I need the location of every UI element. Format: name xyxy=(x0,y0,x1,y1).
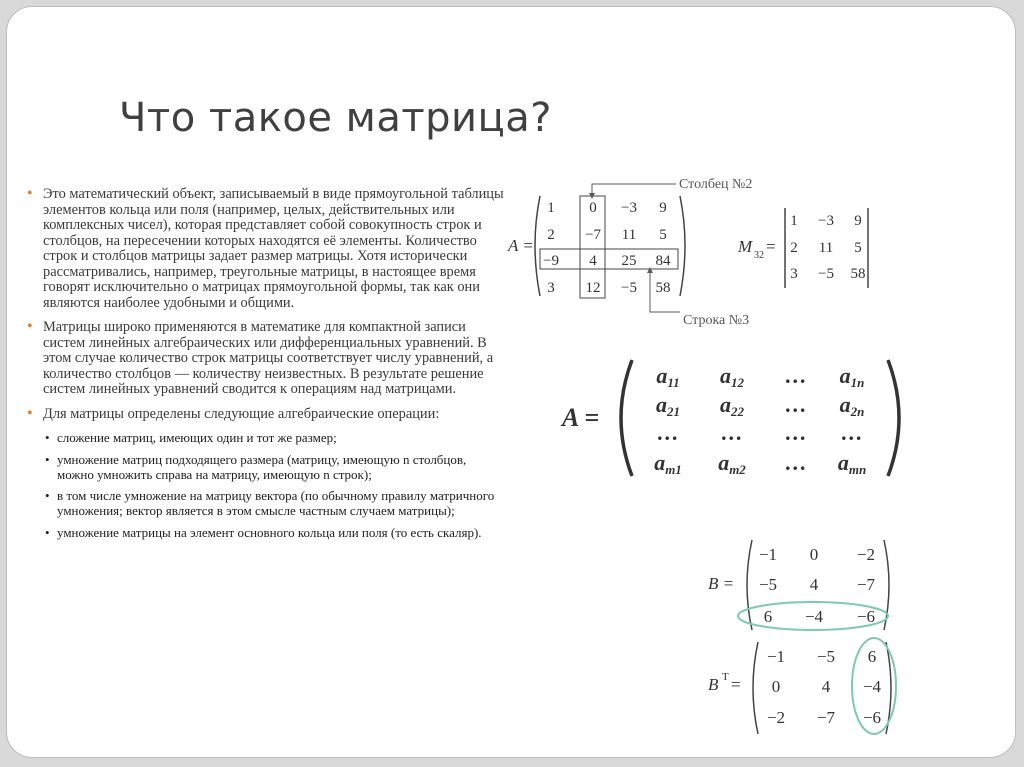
bullet-icon: • xyxy=(27,185,33,202)
matrix-a-cell: 5 xyxy=(659,227,667,243)
matrix-a-cell: −5 xyxy=(621,280,637,296)
matrix-a-cell: 12 xyxy=(585,280,601,296)
matrix-b-label: B = xyxy=(708,574,735,593)
figure-matrix-minor xyxy=(507,177,868,328)
general-matrix-element: a21 xyxy=(656,392,680,419)
general-matrix-element: … xyxy=(785,420,807,445)
matrix-a-cell: 25 xyxy=(621,253,637,269)
matrix-bt-cell: −4 xyxy=(862,677,882,696)
matrix-a-cell: 1 xyxy=(547,200,555,216)
matrix-m-cell: 3 xyxy=(790,266,798,282)
matrix-m-cell: 58 xyxy=(850,266,866,282)
matrix-a-cell: −7 xyxy=(585,227,601,243)
matrix-m-cell: 11 xyxy=(818,240,834,256)
column-arrow xyxy=(592,184,676,196)
matrix-b-cell: 0 xyxy=(809,545,819,564)
general-matrix-element: … xyxy=(841,420,863,445)
sub-bullet-icon: • xyxy=(45,488,50,504)
row-arrowhead xyxy=(647,267,653,273)
general-matrix-element: … xyxy=(785,363,807,388)
matrix-bt-cell: −2 xyxy=(766,708,786,727)
column-label: Столбец №2 xyxy=(679,177,753,192)
matrix-bt-superscript: T xyxy=(722,671,729,683)
minor-equals: = xyxy=(766,237,776,256)
matrix-a-cell: −3 xyxy=(621,200,637,216)
row-label: Строка №3 xyxy=(683,313,750,328)
general-matrix-element: amn xyxy=(837,450,867,477)
matrix-a-cell: −9 xyxy=(543,253,559,269)
general-left-paren xyxy=(621,360,632,476)
operation-text: умножение матрицы на элемент основного кольца или поля (то есть скаляр). xyxy=(57,524,482,540)
sub-bullet-icon: • xyxy=(45,430,50,445)
matrix-a-cell: 58 xyxy=(655,280,671,296)
general-right-paren xyxy=(888,360,899,476)
matrix-bt-cell: −6 xyxy=(862,708,882,727)
matrix-b-cell: −6 xyxy=(856,607,876,626)
matrix-m-cell: 5 xyxy=(854,240,862,256)
matrix-b xyxy=(759,545,876,626)
general-matrix-element: am1 xyxy=(654,450,682,477)
slide-title: Что такое матрица? xyxy=(119,95,553,141)
matrix-m-cell: 9 xyxy=(854,213,862,229)
figure-general-matrix xyxy=(560,360,899,477)
sub-bullet-icon: • xyxy=(45,524,50,540)
general-matrix-element: … xyxy=(785,450,807,475)
matrix-b-cell: −2 xyxy=(856,545,876,564)
paragraph-text: Для матрицы определены следующие алгебраические операции: xyxy=(43,405,440,422)
minor-subscript: 32 xyxy=(754,250,764,261)
paragraph-text: Матрицы широко применяются в математике для компактной записи систем линейных алгебраических или дифференциальных уравнений. В этом случае количество строк матрицы соответствует числу уравнений, а количество столбцов — количеству неизвестных. В результате решение систем линейных уравнений сводится к операциям над матрицами. xyxy=(43,319,494,397)
matrix-bt-cell: 4 xyxy=(821,677,831,696)
matrix-a-cell: 0 xyxy=(589,200,597,216)
matrix-m-cell: −3 xyxy=(818,213,834,229)
general-matrix-element: … xyxy=(785,392,807,417)
general-matrix-element: a11 xyxy=(656,363,680,390)
matrix-bt-cell: −1 xyxy=(766,647,786,666)
general-matrix-label: A = xyxy=(562,403,600,432)
matrix-bt-cell: 6 xyxy=(867,647,877,666)
general-matrix-element: … xyxy=(721,420,743,445)
matrix-b-cell: −5 xyxy=(758,575,778,594)
matrix-b-cell: 4 xyxy=(809,575,819,594)
general-matrix-element: a22 xyxy=(720,392,744,419)
matrix-a-cell: 11 xyxy=(621,227,637,243)
matrix-a-cell: 4 xyxy=(589,253,597,269)
matrix-a-cell: 3 xyxy=(547,280,555,296)
general-matrix-elements xyxy=(654,363,866,477)
matrix-bt xyxy=(767,647,882,727)
general-matrix-element: a12 xyxy=(720,363,744,390)
general-matrix-element: a1n xyxy=(839,363,865,390)
sub-bullet-icon: • xyxy=(45,451,50,467)
bt-left-paren xyxy=(753,642,758,734)
matrix-b-cell: −1 xyxy=(758,545,778,564)
matrix-bt-label: B xyxy=(708,675,719,694)
matrix-a xyxy=(543,200,671,296)
paragraph-text: Это математический объект, записываемый в виде прямоугольной таблицы элементов кольца или поля (например, целых, действительных или комплексных чисел), которая представляет собой совокупность строк и столбцов, на пересечении которых находятся её элементы. Количество строк и столбцов матрицы задает размер матрицы. Хотя исторически рассматривались, например, треугольные матрицы, в настоящее время говорят исключительно о матрицах прямоугольной формы, так как они являются наиболее удобными и общими. xyxy=(43,186,504,311)
matrix-bt-cell: −5 xyxy=(816,647,836,666)
matrix-a-label: A = xyxy=(508,236,534,255)
matrix-m-cell: 2 xyxy=(790,240,798,256)
bullet-icon: • xyxy=(27,404,33,422)
matrix-b-cell: 6 xyxy=(763,607,773,626)
right-paren xyxy=(680,196,685,296)
general-matrix-element: … xyxy=(657,420,679,445)
bullet-icon: • xyxy=(27,318,33,335)
operation-text: сложение матриц, имеющих один и тот же размер; xyxy=(57,430,337,445)
matrix-b-cell: −7 xyxy=(856,575,876,594)
operation-text: умножение матриц подходящего размера (матрицу, имеющую n столбцов, можно умножить справа на матрицу, имеющую n строк); xyxy=(57,451,467,482)
bt-equals: = xyxy=(731,675,741,694)
left-paren xyxy=(535,196,540,296)
general-matrix-element: a2n xyxy=(839,392,865,419)
general-matrix-element: am2 xyxy=(718,450,746,477)
matrix-b-cell: −4 xyxy=(804,607,824,626)
b-left-paren xyxy=(747,540,752,630)
matrix-m-cell: −5 xyxy=(818,266,834,282)
matrix-m-cell: 1 xyxy=(790,213,798,229)
matrix-bt-cell: 0 xyxy=(771,677,781,696)
figure-transpose xyxy=(708,540,896,734)
operation-text: в том числе умножение на матрицу вектора (по обычному правилу матричного умножения; вектор является в этом смысле частным случаем матрицы); xyxy=(57,488,495,519)
matrix-a-cell: 2 xyxy=(547,227,555,243)
matrix-bt-cell: −7 xyxy=(816,708,836,727)
matrix-a-cell: 9 xyxy=(659,200,667,216)
minor-label: M xyxy=(738,237,753,256)
matrix-m32 xyxy=(790,213,865,282)
matrix-a-cell: 84 xyxy=(655,253,671,269)
